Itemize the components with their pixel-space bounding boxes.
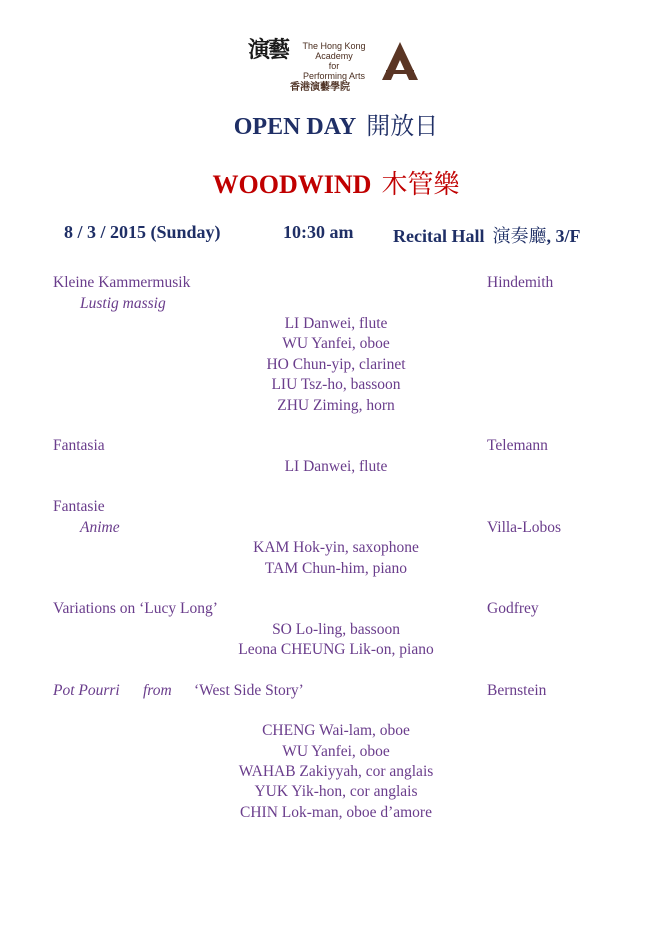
academy-calligraphy-logo: 演藝 [248, 37, 289, 63]
venue-chinese: 演奏廳 [492, 226, 547, 246]
subtitle-english: WOODWIND [212, 170, 372, 199]
academy-emblem-icon [380, 40, 420, 84]
work-from: from [143, 682, 172, 699]
composer: Bernstein [487, 682, 547, 699]
composer: Villa-Lobos [487, 519, 561, 536]
composer: Hindemith [487, 274, 554, 291]
performer: LI Danwei, flute [284, 458, 388, 475]
page-subtitle [0, 164, 672, 201]
venue-english: Recital Hall [393, 226, 485, 246]
performer: HO Chun-yip, clarinet [266, 356, 406, 373]
performer: WU Yanfei, oboe [282, 335, 390, 352]
performer: Leona CHEUNG Lik-on, piano [238, 641, 434, 658]
work-title: Variations on ‘Lucy Long’ [53, 600, 218, 617]
academy-name-chinese: 香港演藝學院 [290, 82, 350, 93]
performer: ZHU Ziming, horn [277, 397, 395, 414]
work-title: Fantasia [53, 437, 105, 454]
academy-name-line-1: The Hong Kong Academy [302, 41, 366, 61]
work-title: Kleine Kammermusik [53, 274, 191, 291]
performer: CHIN Lok-man, oboe d’amore [240, 804, 432, 821]
performer: LI Danwei, flute [284, 315, 388, 332]
performer: WU Yanfei, oboe [282, 743, 390, 760]
performer: KAM Hok-yin, saxophone [253, 539, 419, 556]
title-chinese: 開放日 [366, 114, 439, 140]
performer: YUK Yik-hon, cor anglais [254, 783, 418, 800]
event-date: 8 / 3 / 2015 (Sunday) [64, 222, 221, 242]
event-venue [393, 222, 580, 248]
work-title-italic: Pot Pourri [53, 682, 120, 699]
academy-name-line-2: for [328, 61, 340, 71]
composer: Godfrey [487, 600, 539, 617]
venue-floor: , 3/F [546, 226, 581, 246]
work-title: Fantasie [53, 498, 105, 515]
academy-name-line-3: Performing Arts [302, 71, 366, 81]
subtitle-chinese: 木管樂 [381, 170, 460, 199]
movement: Lustig massig [80, 295, 166, 312]
event-time: 10:30 am [283, 222, 354, 242]
performer: TAM Chun-him, piano [264, 560, 408, 577]
performer: SO Lo-ling, bassoon [272, 621, 400, 638]
work-source: ‘West Side Story’ [194, 682, 304, 699]
movement: Anime [80, 519, 120, 536]
performer: WAHAB Zakiyyah, cor anglais [238, 763, 434, 780]
page-title [0, 106, 672, 141]
academy-name [288, 41, 380, 94]
performer: LIU Tsz-ho, bassoon [271, 376, 401, 393]
composer: Telemann [487, 437, 548, 454]
title-english: OPEN DAY [233, 114, 357, 140]
performer: CHENG Wai-lam, oboe [262, 722, 410, 739]
